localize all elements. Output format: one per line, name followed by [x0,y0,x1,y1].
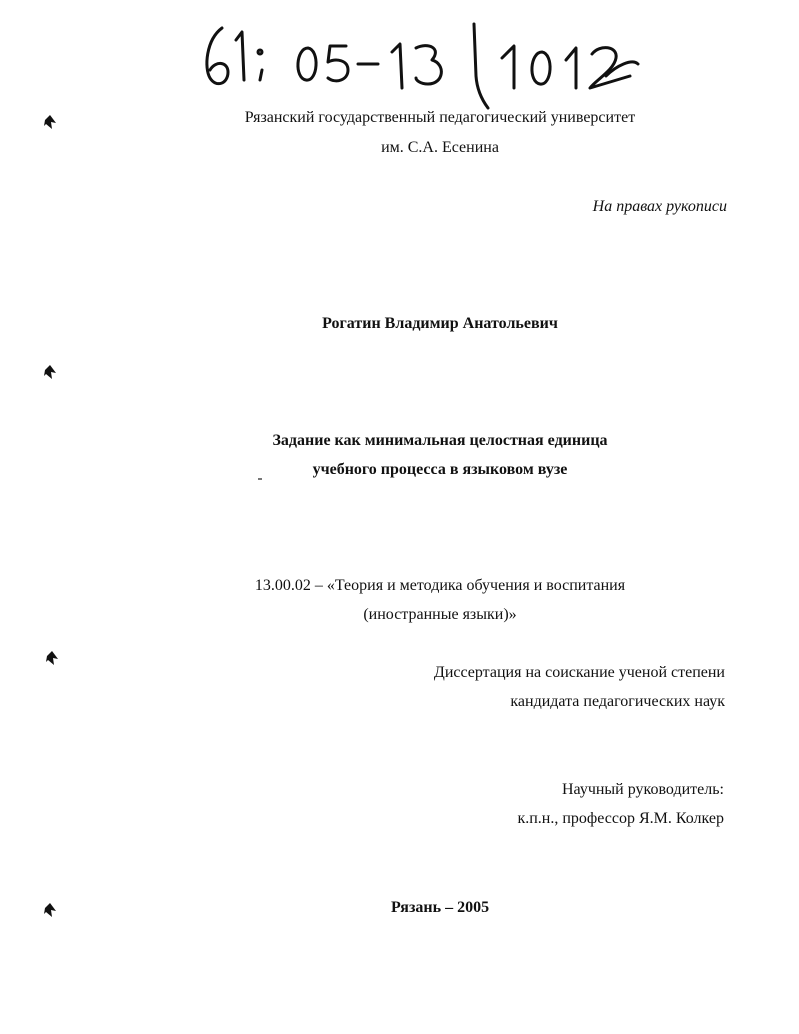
supervisor-label: Научный руководитель: [561,781,724,798]
university-name: Рязанский государственный педагогический университет [244,109,636,126]
specialty-line-2: (иностранные языки)» [363,606,517,623]
supervisor-name: к.п.н., профессор Я.М. Колкер [517,810,724,827]
place-and-year: Рязань – 2005 [390,899,490,916]
binder-hole-mark [42,364,58,380]
dissertation-title-line-2: учебного процесса в языковом вузе [312,461,568,478]
degree-line-2: кандидата педагогических наук [510,693,725,710]
rights-note: На правах рукописи [592,198,727,215]
binder-hole-mark [44,650,60,666]
degree-line-1: Диссертация на соискание ученой степени [433,664,725,681]
university-named-after: им. С.А. Есенина [381,139,499,156]
handwritten-archive-code [196,18,646,113]
dissertation-title-line-1: Задание как минимальная целостная единица [272,432,608,449]
specialty-line-1: 13.00.02 – «Теория и методика обучения и воспитания [254,577,626,594]
author-name: Рогатин Владимир Анатольевич [322,315,558,332]
